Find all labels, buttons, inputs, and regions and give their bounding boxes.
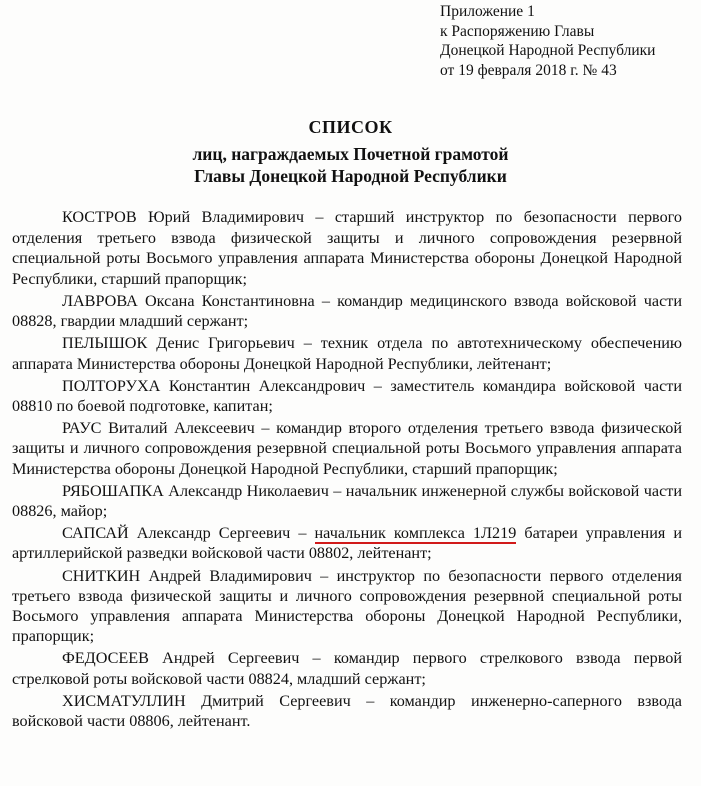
list-item: ПЕЛЫШОК Денис Григорьевич – техник отдела по автотехническому обеспечению аппарата Министерства обороны Донецкой Народной Республики, лейтенант; (12, 334, 682, 373)
appendix-line-4: от 19 февраля 2018 г. № 43 (440, 61, 617, 79)
list-item: СНИТКИН Андрей Владимирович – инструктор по безопасности первого отделения третьего взвода физической защиты и личного сопровождения резервной специальной роты Восьмого управления аппарата Министерства обороны Донецкой Народной Республики, прапорщик; (12, 566, 682, 646)
appendix-line-3: Донецкой Народной Республики (440, 42, 656, 59)
awardee-list (12, 207, 682, 733)
appendix-line-2: к Распоряжению Главы (440, 22, 595, 40)
appendix-header (440, 2, 695, 80)
list-item-suffix: батареи управления и артиллерийской разведки войсковой части 08802, лейтенант; (12, 524, 683, 563)
list-item: КОСТРОВ Юрий Владимирович – старший инструктор по безопасности первого отделения третьего взвода физической защиты и личного сопровождения резервной специальной роты Восьмого управления аппарата Министерства обороны Донецкой Народной Республики, старший прапорщик; (12, 208, 682, 288)
list-item (12, 523, 682, 563)
list-item: РЯБОШАПКА Александр Николаевич – начальник инженерной службы войсковой части 08826, майор; (12, 481, 682, 521)
document-subtitle-line-1: лиц, награждаемых Почетной грамотой (192, 144, 509, 164)
list-item: ХИСМАТУЛЛИН Дмитрий Сергеевич – командир инженерно-саперного взвода войсковой части 08806, лейтенант. (12, 691, 682, 731)
list-item: РАУС Виталий Алексеевич – командир второго отделения третьего взвода физической защиты и личного сопровождения резервной специальной роты Восьмого управления аппарата Министерства обороны Донецкой Народной Республики, старший прапорщик; (12, 419, 682, 478)
list-item: ПОЛТОРУХА Константин Александрович – заместитель командира войсковой части 08810 по боевой подготовке, капитан; (12, 376, 682, 416)
list-item-prefix: САПСАЙ Александр Сергеевич – (62, 524, 315, 543)
document-title: СПИСОК (308, 117, 393, 137)
list-item: ФЕДОСЕЕВ Андрей Сергеевич – командир первого стрелкового взвода первой стрелковой роты войсковой части 08824, младший сержант; (12, 649, 682, 688)
document-subtitle-line-2: Главы Донецкой Народной Республики (194, 166, 507, 186)
appendix-line-1: Приложение 1 (440, 3, 535, 20)
list-item: ЛАВРОВА Оксана Константиновна – командир медицинского взвода войсковой части 08828, гвардии младший сержант; (12, 292, 682, 331)
highlighted-position: начальник комплекса 1Л219 (314, 524, 517, 543)
